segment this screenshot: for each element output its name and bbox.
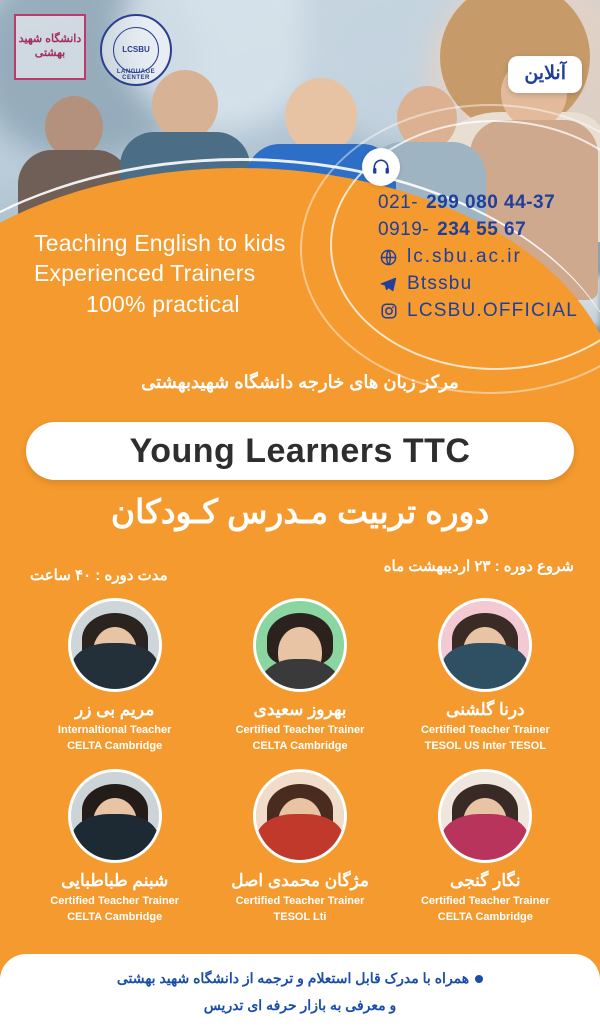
teacher-name: بهروز سعیدی [253, 700, 347, 719]
lcsbu-logo [100, 14, 172, 86]
teacher-name: نگار گنجی [450, 870, 521, 890]
phone-prefix-1: 021- [378, 192, 419, 213]
teacher-credential-1: Certified Teacher Trainer [50, 894, 180, 907]
contact-block [378, 192, 578, 327]
online-badge-label: آنلاین [524, 63, 566, 84]
globe-icon [378, 247, 399, 268]
phone-prefix-2: 0919- [378, 219, 430, 240]
website-row[interactable] [378, 246, 578, 268]
footer-line-1-wrap [0, 965, 600, 992]
teacher-card [207, 598, 392, 755]
avatar [438, 769, 532, 863]
teacher-card [22, 598, 207, 755]
telegram-icon [378, 274, 399, 295]
teacher-credential-2: TESOL US Inter TESOL [424, 739, 547, 752]
teacher-name: مریم بی زر [75, 700, 155, 719]
slogan-line-2: Experienced Trainers [34, 260, 256, 287]
logo-row [14, 14, 172, 86]
teacher-credential-1: Certified Teacher Trainer [235, 894, 365, 907]
phone-row-1 [378, 192, 578, 214]
footer-bar [0, 954, 600, 1026]
teacher-card [393, 598, 578, 755]
logo-text: دانشگاه شهید بهشتی [18, 33, 82, 59]
teacher-credential-1: Internaltional Teacher [57, 724, 172, 736]
avatar [438, 598, 532, 692]
course-duration-label: مدت دوره : ۴۰ ساعت [30, 567, 168, 584]
bullet-icon [475, 975, 483, 983]
teacher-name: مژگان محمدی اصل [231, 870, 369, 890]
teacher-credential-2: CELTA Cambridge [437, 910, 533, 923]
teacher-credential-1: Certified Teacher Trainer [420, 894, 550, 907]
phone-number-1: 299 080 44-37 [426, 192, 556, 213]
footer-line-2: و معرفی به بازار حرفه ای تدریس [203, 996, 397, 1013]
footer-line-1: همراه با مدرک قابل استعلام و ترجمه از دانشگاه شهید بهشتی [116, 970, 470, 986]
teacher-card [22, 769, 207, 926]
teacher-name: شبنم طباطبایی [61, 870, 169, 890]
instagram-handle: LCSBU.OFFICIAL [407, 300, 578, 321]
slogan-line-1: Teaching English to kids [34, 230, 286, 256]
logo-abbr: LCSBU [113, 27, 159, 73]
logo-ring-text: LANGUAGE CENTER [116, 69, 156, 81]
course-title-en: Young Learners TTC [129, 431, 471, 470]
telegram-row[interactable] [378, 273, 578, 295]
organization-line: مرکز زبان های خارجه دانشگاه شهیدبهشتی [141, 372, 459, 392]
course-meta-row [30, 548, 574, 584]
teacher-credential-1: Certified Teacher Trainer [420, 724, 550, 736]
headset-icon [362, 148, 400, 186]
teacher-credential-2: CELTA Cambridge [67, 910, 163, 923]
shahid-beheshti-university-logo [14, 14, 86, 80]
slogan-line-3: 100% practical [86, 290, 240, 317]
course-title-fa: دوره تربیت مـدرس کـودکان [110, 493, 490, 530]
phone-row-2 [378, 219, 578, 241]
avatar [68, 769, 162, 863]
teacher-credential-2: CELTA Cambridge [252, 739, 348, 752]
telegram-handle: Btssbu [407, 273, 473, 294]
teacher-credential-2: TESOL Lti [273, 910, 327, 923]
instagram-icon [378, 301, 399, 322]
teacher-card [207, 769, 392, 926]
phone-number-2: 234 55 67 [437, 219, 527, 240]
avatar [253, 769, 347, 863]
english-slogan [34, 228, 286, 319]
avatar [68, 598, 162, 692]
teacher-credential-2: CELTA Cambridge [67, 739, 163, 752]
instagram-row[interactable] [378, 300, 578, 322]
teacher-credential-1: Certified Teacher Trainer [235, 724, 365, 736]
teacher-name: درنا گلشنی [446, 700, 525, 719]
course-title-pill [26, 422, 574, 480]
website-text: lc.sbu.ac.ir [407, 246, 522, 267]
online-badge [508, 56, 582, 93]
teachers-grid [22, 598, 578, 926]
teacher-card [393, 769, 578, 926]
avatar [253, 598, 347, 692]
course-start-label: شروع دوره : ۲۳ اردیبهشت ماه [383, 558, 574, 575]
